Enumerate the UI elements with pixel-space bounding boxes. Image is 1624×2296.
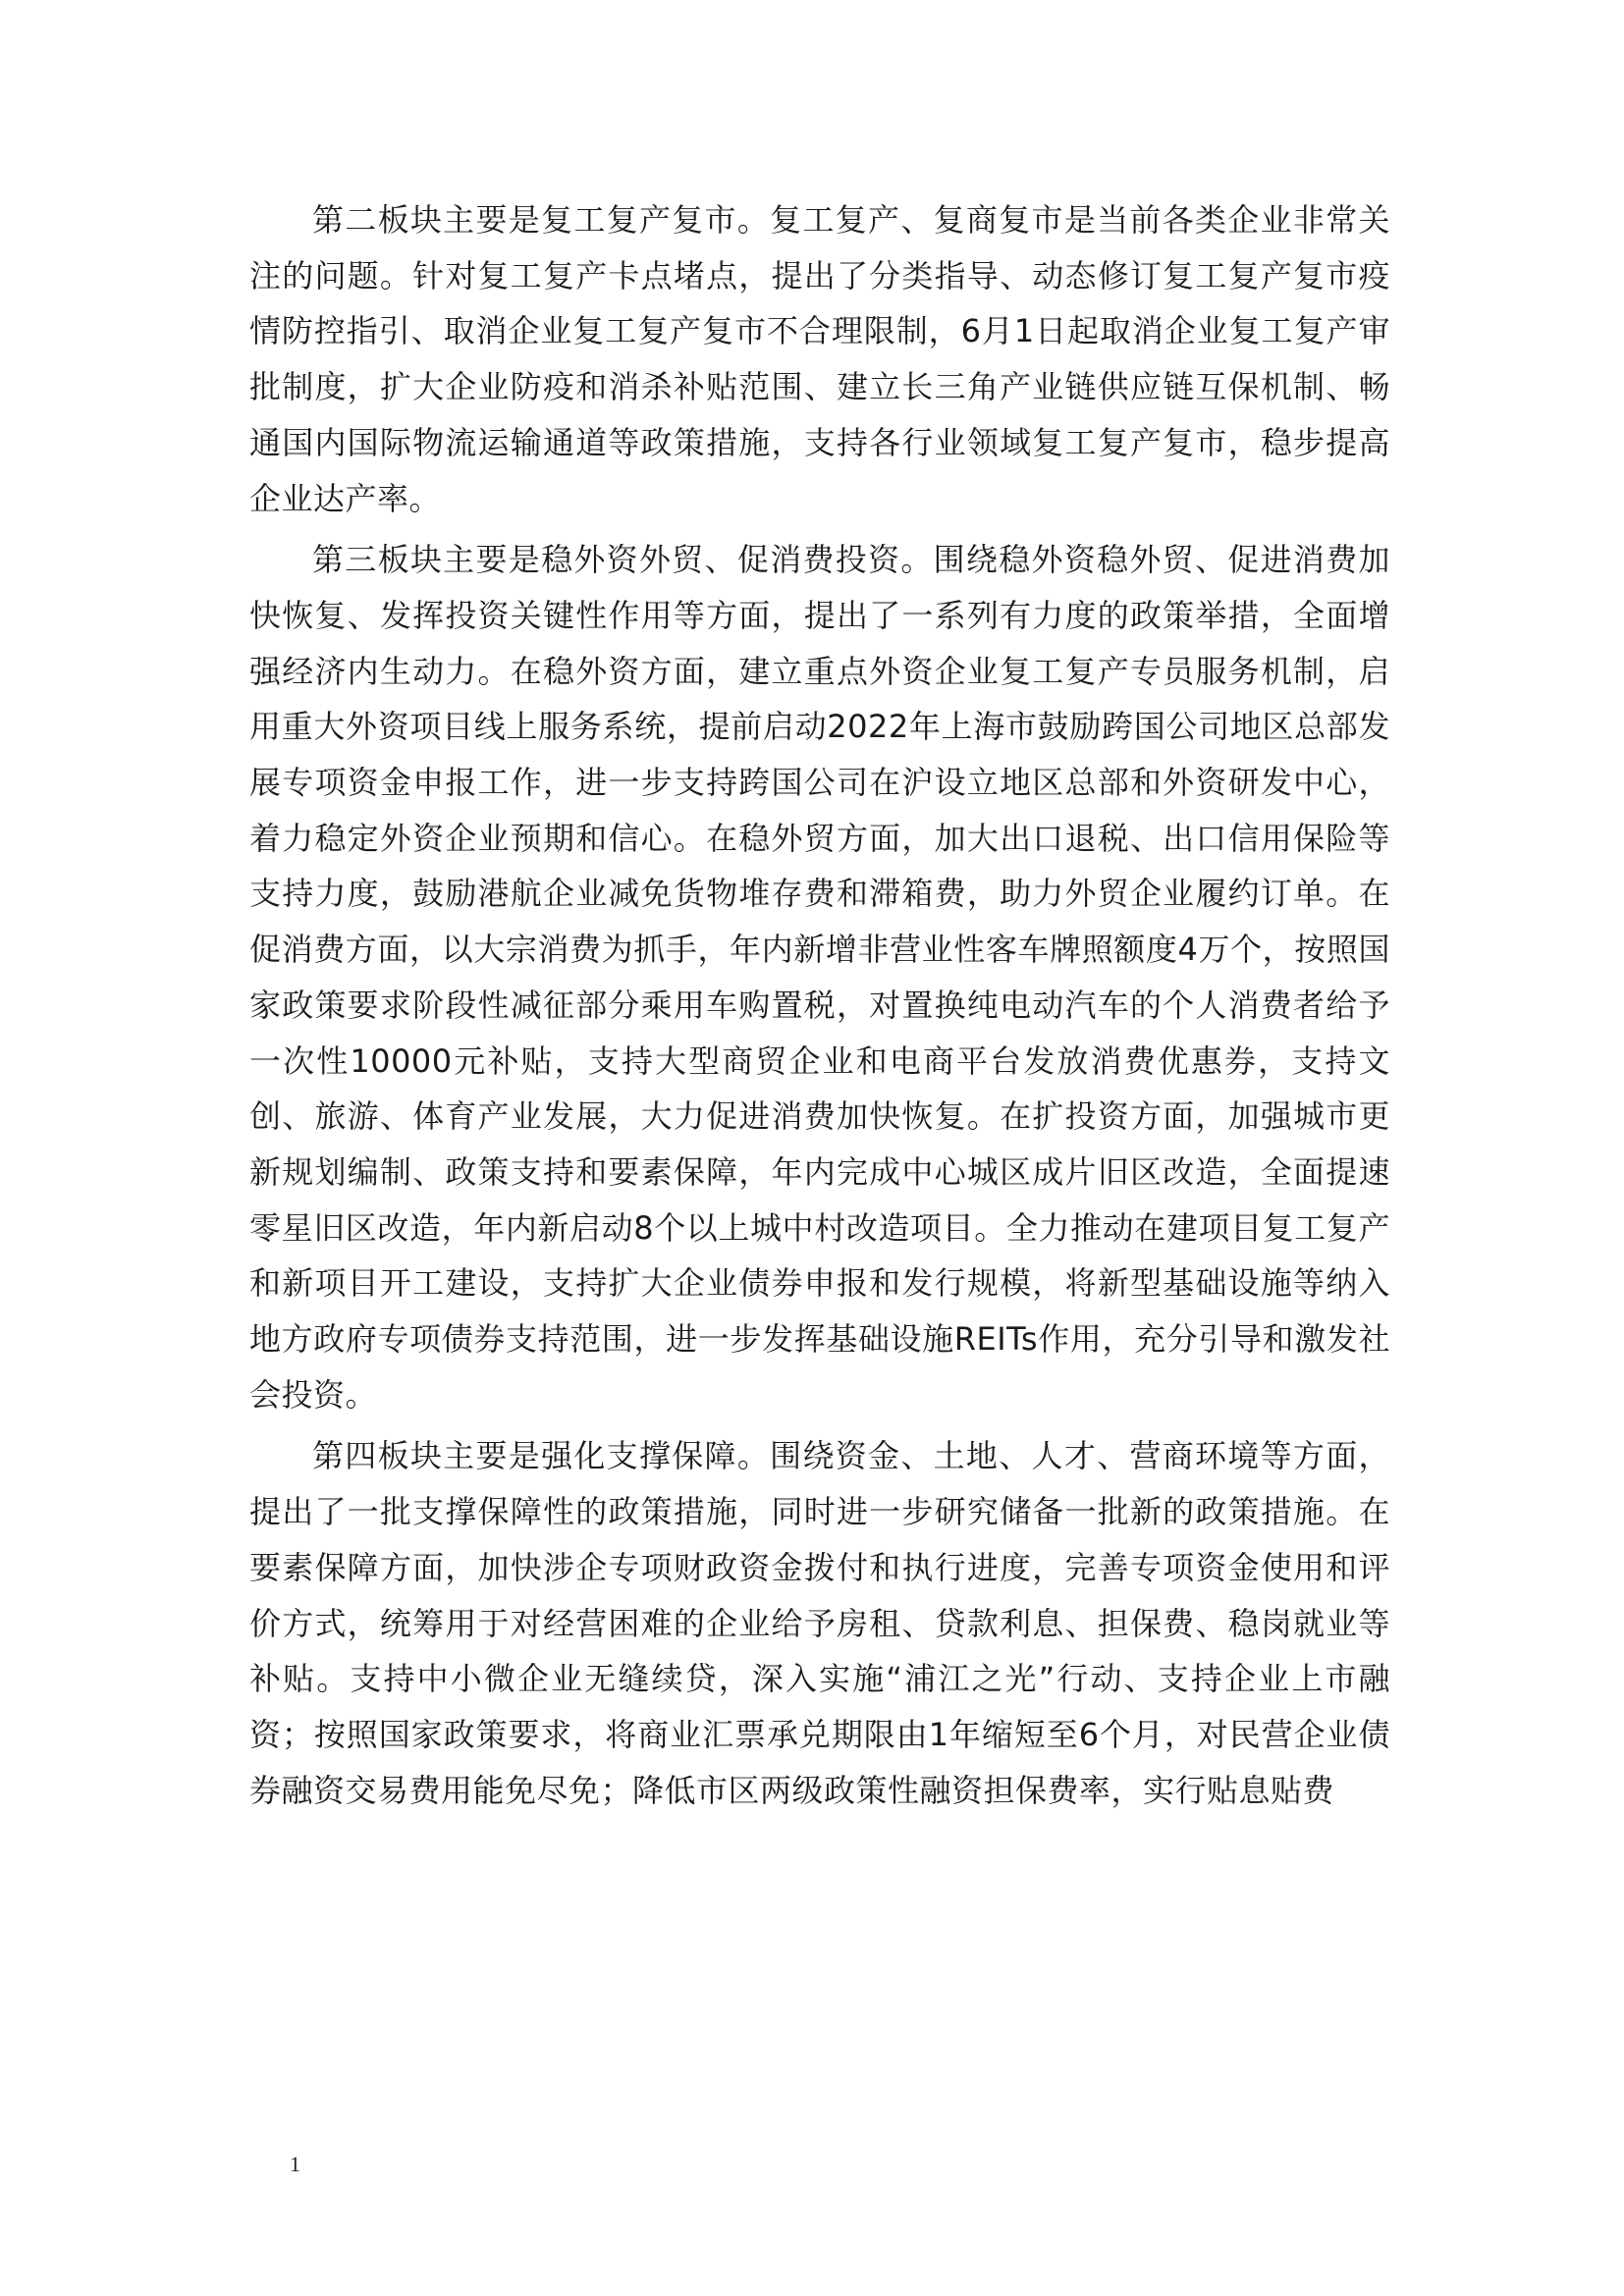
paragraph-recovery: 第二板块主要是复工复产复市。复工复产、复商复市是当前各类企业非常关注的问题。针对复工复产卡点堵点，提出了分类指导、动态修订复工复产复市疫情防控指引、取消企业复工复产复市不合理限制，6月1日起取消企业复工复产审批制度，扩大企业防疫和消杀补贴范围、建立长三角产业链供应链互保机制、畅通国内国际物流运输通道等政策措施，支持各行业领域复工复产复市，稳步提高企业达产率。 (249, 201, 1390, 517)
paragraph-support: 第四板块主要是强化支撑保障。围绕资金、土地、人才、营商环境等方面，提出了一批支撑保障性的政策措施，同时进一步研究储备一批新的政策措施。在要素保障方面，加快涉企专项财政资金拨付和执行进度，完善专项资金使用和评价方式，统筹用于对经营困难的企业给予房租、贷款利息、担保费、稳岗就业等补贴。支持中小微企业无缝续贷，深入实施“浦江之光”行动、支持企业上市融资；按照国家政策要求，将商业汇票承兑期限由1年缩短至6个月，对民营企业债券融资交易费用能免尽免；降低市区两级政策性融资担保费率，实行贴息贴费 (249, 1437, 1390, 1809)
paragraph-trade-consumption: 第三板块主要是稳外资外贸、促消费投资。围绕稳外资稳外贸、促进消费加快恢复、发挥投资关键性作用等方面，提出了一系列有力度的政策举措，全面增强经济内生动力。在稳外资方面，建立重点外资企业复工复产专员服务机制，启用重大外资项目线上服务系统，提前启动2022年上海市鼓励跨国公司地区总部发展专项资金申报工作，进一步支持跨国公司在沪设立地区总部和外资研发中心，着力稳定外资企业预期和信心。在稳外贸方面，加大出口退税、出口信用保险等支持力度，鼓励港航企业减免货物堆存费和滞箱费，助力外贸企业履约订单。在促消费方面，以大宗消费为抓手，年内新增非营业性客车牌照额度4万个，按照国家政策要求阶段性减征部分乘用车购置税，对置换纯电动汽车的个人消费者给予一次性10000元补贴，支持大型商贸企业和电商平台发放消费优惠券，支持文创、旅游、体育产业发展，大力促进消费加快恢复。在扩投资方面，加强城市更新规划编制、政策支持和要素保障，年内完成中心城区成片旧区改造，全面提速零星旧区改造，年内新启动8个以上城中村改造项目。全力推动在建项目复工复产和新项目开工建设，支持扩大企业债券申报和发行规模，将新型基础设施等纳入地方政府专项债券支持范围，进一步发挥基础设施REITs作用，充分引导和激发社会投资。 (249, 541, 1390, 1414)
document-body (249, 192, 1390, 1824)
page-number: 1 (290, 2152, 300, 2176)
